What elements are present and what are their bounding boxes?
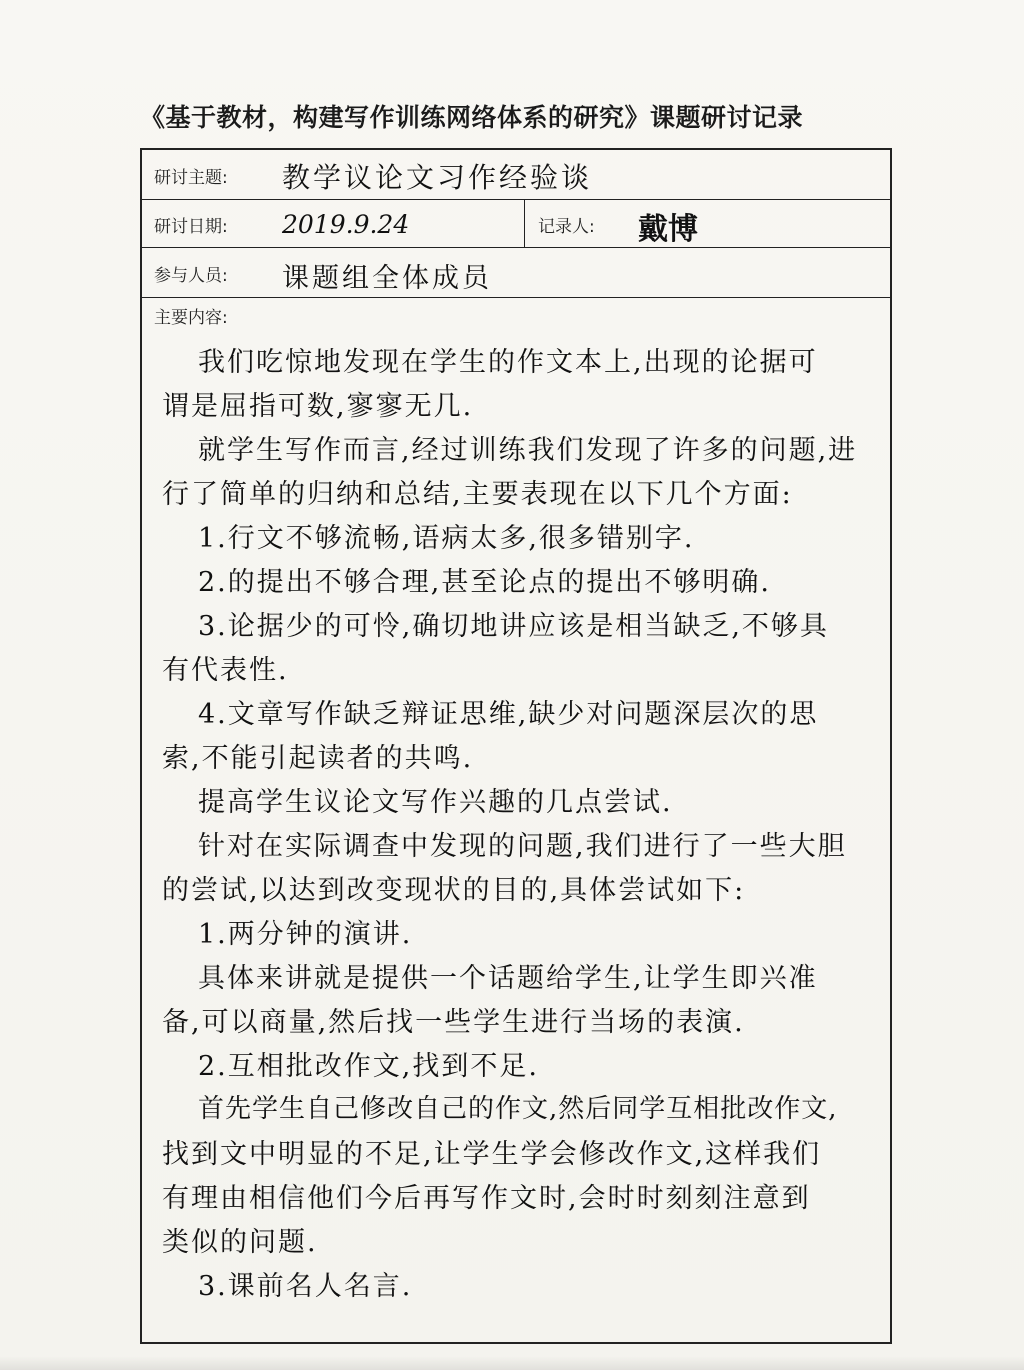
content-line: 的尝试,以达到改变现状的目的,具体尝试如下:	[162, 875, 746, 906]
content-line: 4.文章写作缺乏辩证思维,缺少对问题深层次的思	[198, 699, 819, 730]
content-line: 我们吃惊地发现在学生的作文本上,出现的论据可	[198, 347, 818, 378]
content-line: 行了简单的归纳和总结,主要表现在以下几个方面:	[162, 479, 793, 510]
content-line: 3.论据少的可怜,确切地讲应该是相当缺乏,不够具	[198, 611, 829, 642]
date-value: 2019.9.24	[282, 210, 410, 239]
content-line: 找到文中明显的不足,让学生学会修改作文,这样我们	[162, 1139, 822, 1170]
content-line: 有代表性.	[162, 655, 289, 686]
topic-value: 教学议论文习作经验谈	[282, 161, 593, 194]
content-line: 首先学生自己修改自己的作文,然后同学互相批改作文,	[198, 1094, 838, 1124]
document-title: 《基于教材，构建写作训练网络体系的研究》课题研讨记录	[140, 103, 804, 132]
content-line: 1.两分钟的演讲.	[198, 919, 413, 950]
content-line: 有理由相信他们今后再写作文时,会时时刻刻注意到	[162, 1183, 811, 1214]
topic-row	[142, 150, 890, 200]
topic-label: 研讨主题:	[154, 168, 228, 188]
content-line: 2.互相批改作文,找到不足.	[198, 1051, 539, 1082]
record-form	[140, 148, 892, 1344]
page-bottom-shadow	[0, 1356, 1024, 1370]
date-label: 研讨日期:	[154, 217, 228, 237]
content-line: 就学生写作而言,经过训练我们发现了许多的问题,进	[198, 435, 858, 466]
participants-row	[142, 248, 890, 298]
participants-value: 课题组全体成员	[282, 263, 492, 294]
participants-label: 参与人员:	[154, 266, 228, 286]
content-line: 2.的提出不够合理,甚至论点的提出不够明确.	[198, 567, 771, 598]
recorder-value: 戴博	[638, 212, 698, 247]
date-recorder-divider	[524, 200, 525, 247]
content-label: 主要内容:	[154, 308, 228, 328]
content-line: 针对在实际调查中发现的问题,我们进行了一些大胆	[198, 831, 847, 862]
content-line: 索,不能引起读者的共鸣.	[162, 743, 474, 774]
date-row	[142, 200, 890, 248]
content-line: 类似的问题.	[162, 1227, 318, 1258]
content-line: 3.课前名人名言.	[198, 1271, 413, 1302]
content-line: 1.行文不够流畅,语病太多,很多错别字.	[198, 523, 695, 554]
recorder-label: 记录人:	[538, 217, 595, 237]
content-line: 备,可以商量,然后找一些学生进行当场的表演.	[162, 1007, 745, 1038]
content-line: 具体来讲就是提供一个话题给学生,让学生即兴准	[198, 963, 818, 994]
content-line: 提高学生议论文写作兴趣的几点尝试.	[198, 787, 673, 818]
content-line: 谓是屈指可数,寥寥无几.	[162, 391, 474, 422]
